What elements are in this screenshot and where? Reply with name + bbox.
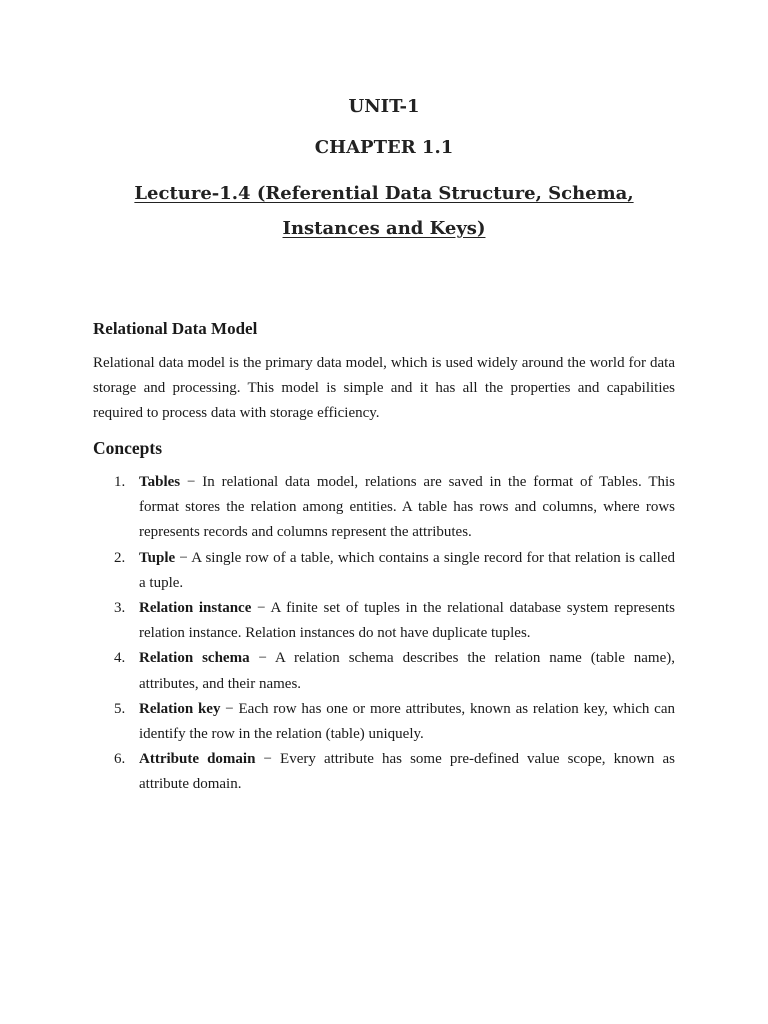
list-item-term: Attribute domain	[139, 751, 256, 768]
section-paragraph: Relational data model is the primary data model, which is used widely around the world for data storage and processing. This model is simple and it has all the properties and capabilities required to process data with storage efficiency.	[93, 355, 675, 421]
list-item	[93, 596, 675, 646]
list-item-number: 5.	[114, 700, 126, 717]
list-item-term: Relation instance	[139, 600, 252, 617]
list-item	[93, 546, 675, 596]
list-item-number: 4.	[114, 650, 126, 667]
list-item-term: Relation key	[139, 700, 221, 717]
list-item	[93, 697, 675, 747]
concepts-list	[93, 470, 675, 798]
list-item-term: Tables	[139, 474, 181, 490]
unit-heading: UNIT-1	[348, 96, 420, 117]
list-item-number: 6.	[114, 751, 126, 768]
list-item	[93, 646, 675, 696]
list-item-text: − Each row has one or more attributes, known as relation key, which can identify the row in the relation (table) uniquely.	[139, 700, 675, 743]
list-item-text: − A relation schema describes the relation name (table name), attributes, and their names.	[139, 650, 676, 692]
list-item	[93, 470, 675, 546]
lecture-title: Lecture-1.4 (Referential Data Structure, Schema, Instances and Keys)	[134, 183, 634, 239]
list-item-number: 1.	[114, 474, 126, 490]
list-item-number: 3.	[114, 600, 126, 617]
list-item-text: − In relational data model, relations are saved in the format of Tables. This format stores the relation among entities. A table has rows and columns, where rows represents records and columns represent the attributes.	[139, 474, 675, 541]
list-item	[93, 747, 675, 797]
list-item-term: Relation schema	[139, 650, 250, 667]
section-heading-relational-data-model: Relational Data Model	[93, 319, 258, 338]
section-heading-concepts: Concepts	[93, 438, 163, 458]
list-item-text: − Every attribute has some pre-defined value scope, known as attribute domain.	[139, 751, 675, 793]
list-item-text: − A finite set of tuples in the relational database system represents relation instance. Relation instances do not have duplicate tuples.	[139, 600, 675, 642]
list-item-number: 2.	[114, 549, 126, 566]
list-item-text: − A single row of a table, which contains a single record for that relation is called a tuple.	[139, 549, 675, 591]
chapter-heading: CHAPTER 1.1	[314, 137, 454, 158]
list-item-term: Tuple	[139, 549, 176, 566]
